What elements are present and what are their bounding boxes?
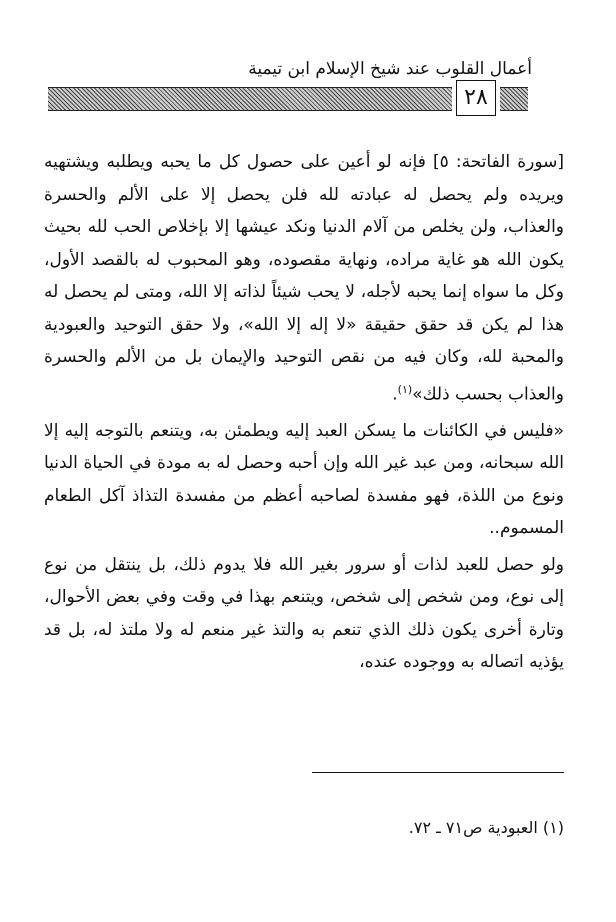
page-number: ٢٨ — [456, 80, 496, 116]
header-ornament-rule-left — [48, 87, 452, 111]
paragraph-1-end: . — [392, 384, 398, 405]
running-title: أعمال القلوب عند شيخ الإسلام ابن تيمية — [248, 59, 532, 79]
paragraph-1 — [44, 146, 564, 411]
paragraph-3: ولو حصل للعبد لذات أو سرور بغير الله فلا يدوم ذلك، بل ينتقل من نوع إلى نوع، ومن شخص إلى شخص، ويتنعم بهذا في وقت وفي بعض الأحوال، وتارة أخرى يكون ذلك الذي تنعم به والتذ غير منعم له ولا ملتذ له، بل قد يؤذيه اتصاله به ووجوده عنده، — [44, 554, 564, 673]
footnote-reference: (١) — [397, 382, 413, 396]
paragraph-1-text: [سورة الفاتحة: ٥] فإنه لو أعين على حصول كل ما يحبه ويطلبه ويشتهيه ويريده ولم يحصل له عبادته لله فلن يحصل إلا على الألم والحسرة والعذاب، ولن يخلص من آلام الدنيا ونكد عيشها إلا بإخلاص الحب لله بحيث يكون الله هو غاية مراده، ونهاية مقصوده، وهو المحبوب له بالقصد الأول، وكل ما سواه إنما يحبه لأجله، لا يحب شيئاً لذاته إلا الله، ومتى لم يحصل له هذا لم يكن قد حقق حقيقة «لا إله إلا الله»، ولا حقق التوحيد والعبودية والمحبة لله، وكان فيه من نقص التوحيد والإيمان بل من الألم والحسرة والعذاب بحسب ذلك» — [44, 152, 564, 405]
body-text — [44, 146, 564, 679]
paragraph-2: «فليس في الكائنات ما يسكن العبد إليه ويطمئن به، ويتنعم بالتوجه إليه إلا الله سبحانه، ومن عبد غير الله وإن أحبه وحصل له به مودة في الحياة الدنيا ونوع من اللذة، فهو مفسدة لصاحبه أعظم من مفسدة التذاذ آكل الطعام المسموم.. — [44, 420, 564, 539]
footnote: (١) العبودية ص٧١ ـ ٧٢. — [408, 818, 564, 837]
footnote-separator — [312, 772, 564, 773]
header-ornament-rule-right — [500, 87, 528, 111]
